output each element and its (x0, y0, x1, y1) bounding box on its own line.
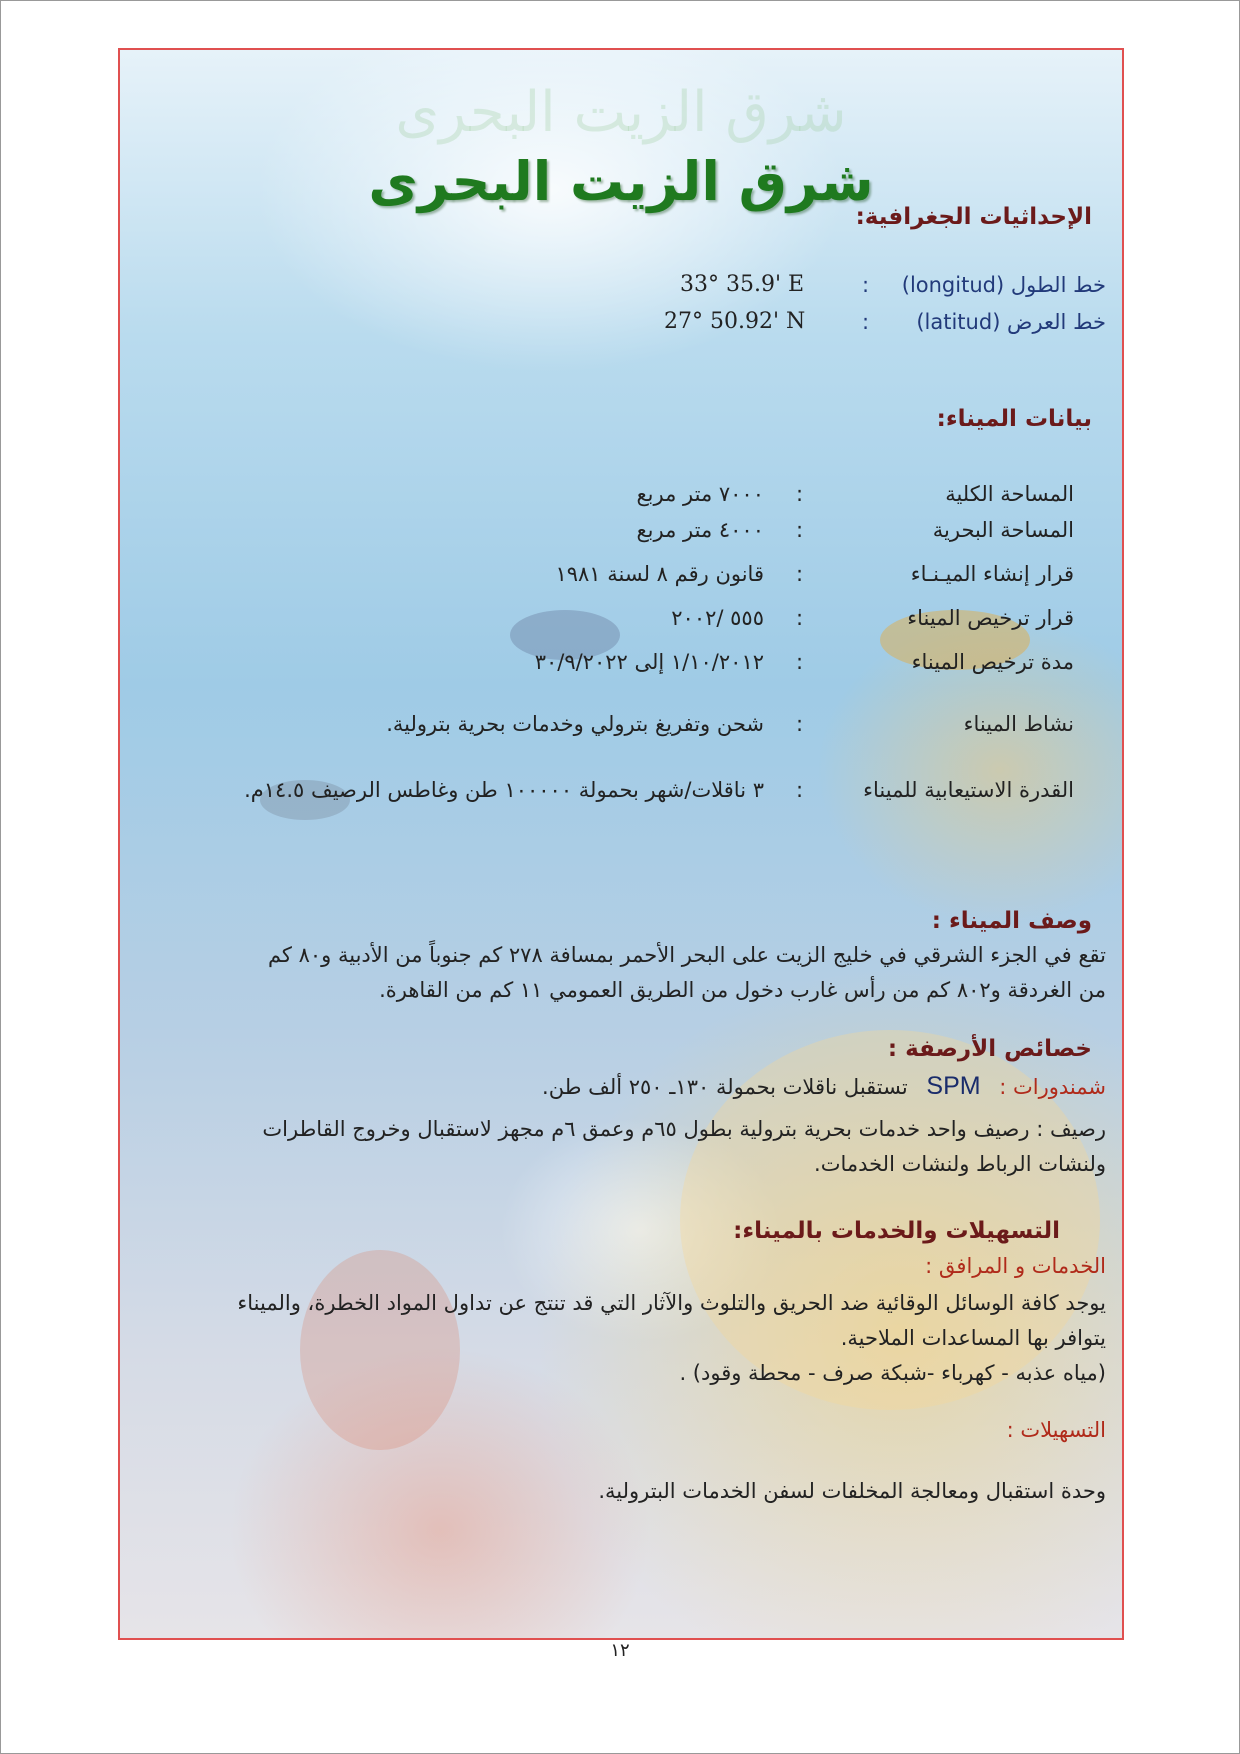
port-row-value: ٥٥٥ /٢٠٠٢ (671, 606, 764, 630)
port-row-value: ١/١٠/٢٠١٢ إلى ٣٠/٩/٢٠٢٢ (534, 650, 764, 674)
quay-line (138, 1112, 1106, 1147)
services-line: يتوافر بها المساعدات الملاحية. (840, 1326, 1106, 1350)
latitude-label: خط العرض (latitud) (916, 310, 1106, 334)
port-row-label: نشاط الميناء (963, 712, 1074, 736)
facilities-heading: التسهيلات والخدمات بالميناء: (733, 1218, 1060, 1244)
port-row-label: قرار إنشاء الميـنـاء (910, 562, 1074, 586)
port-row-colon: : (796, 482, 804, 506)
description-heading: وصف الميناء : (931, 908, 1092, 934)
quay-label: رصيف : (1036, 1117, 1106, 1141)
services-label: الخدمات و المرافق : (925, 1254, 1106, 1278)
description-line: تقع في الجزء الشرقي في خليج الزيت على البحر الأحمر بمسافة ٢٧٨ كم جنوباً من الأدبية و٨٠ كم (267, 943, 1106, 967)
port-row-label: مدة ترخيص الميناء (911, 650, 1074, 674)
facilities-text: وحدة استقبال ومعالجة المخلفات لسفن الخدمات البترولية. (598, 1479, 1106, 1503)
spm-label: SPM (926, 1072, 981, 1100)
description-line: من الغردقة و٨٠٢ كم من رأس غارب دخول من الطريق العمومي ١١ كم من القاهرة. (379, 978, 1106, 1002)
buoys-label: شمندورات : (999, 1075, 1106, 1099)
page-title: شرق الزيت البحرى (368, 150, 874, 213)
buoys-text: تستقبل ناقلات بحمولة ١٣٠ـ ٢٥٠ ألف طن. (542, 1075, 908, 1099)
port-row-colon: : (796, 562, 804, 586)
ghost-title: شرق الزيت البحرى (395, 80, 847, 145)
port-row-colon: : (796, 606, 804, 630)
port-row-label: القدرة الاستيعابية للميناء (863, 778, 1074, 802)
longitude-colon: : (862, 273, 870, 297)
port-row-colon: : (796, 778, 804, 802)
page-number: ١٢ (610, 1640, 630, 1661)
services-line: (مياه عذبه - كهرباء -شبكة صرف - محطة وقود) . (679, 1361, 1106, 1385)
facilities-label: التسهيلات : (1006, 1418, 1106, 1442)
quay-text: رصيف واحد خدمات بحرية بترولية بطول ٦٥م وعمق ٦م مجهز لاستقبال وخروج القاطرات (262, 1117, 1030, 1141)
port-row-value: ٧٠٠٠ متر مربع (636, 482, 764, 506)
services-line: يوجد كافة الوسائل الوقائية ضد الحريق والتلوث والآثار التي قد تنتج عن تداول المواد الخطرة، والميناء (237, 1291, 1106, 1315)
port-row-colon: : (796, 650, 804, 674)
port-row-value: ٣ ناقلات/شهر بحمولة ١٠٠٠٠٠ طن وغاطس الرصيف ١٤.٥م. (244, 778, 764, 802)
port-row-colon: : (796, 712, 804, 736)
latitude-value: 27° 50.92' N (664, 309, 806, 334)
port-row-label: المساحة البحرية (932, 518, 1074, 542)
port-row-label: المساحة الكلية (945, 482, 1074, 506)
port-row-value: شحن وتفريغ بترولي وخدمات بحرية بترولية. (386, 712, 764, 736)
quay-line: ولنشات الرباط ولنشات الخدمات. (814, 1152, 1106, 1176)
longitude-value: 33° 35.9' E (680, 272, 805, 297)
berths-heading: خصائص الأرصفة : (887, 1036, 1092, 1062)
coordinates-heading: الإحداثيات الجغرافية: (855, 204, 1092, 230)
longitude-label: خط الطول (longitud) (901, 273, 1106, 297)
port-row-value: ٤٠٠٠ متر مربع (636, 518, 764, 542)
port-data-heading: بيانات الميناء: (936, 406, 1092, 432)
latitude-colon: : (862, 310, 870, 334)
buoys-line (542, 1072, 1106, 1101)
port-row-colon: : (796, 518, 804, 542)
content-frame (118, 48, 1124, 1640)
port-row-value: قانون رقم ٨ لسنة ١٩٨١ (555, 562, 764, 586)
port-row-label: قرار ترخيص الميناء (907, 606, 1074, 630)
